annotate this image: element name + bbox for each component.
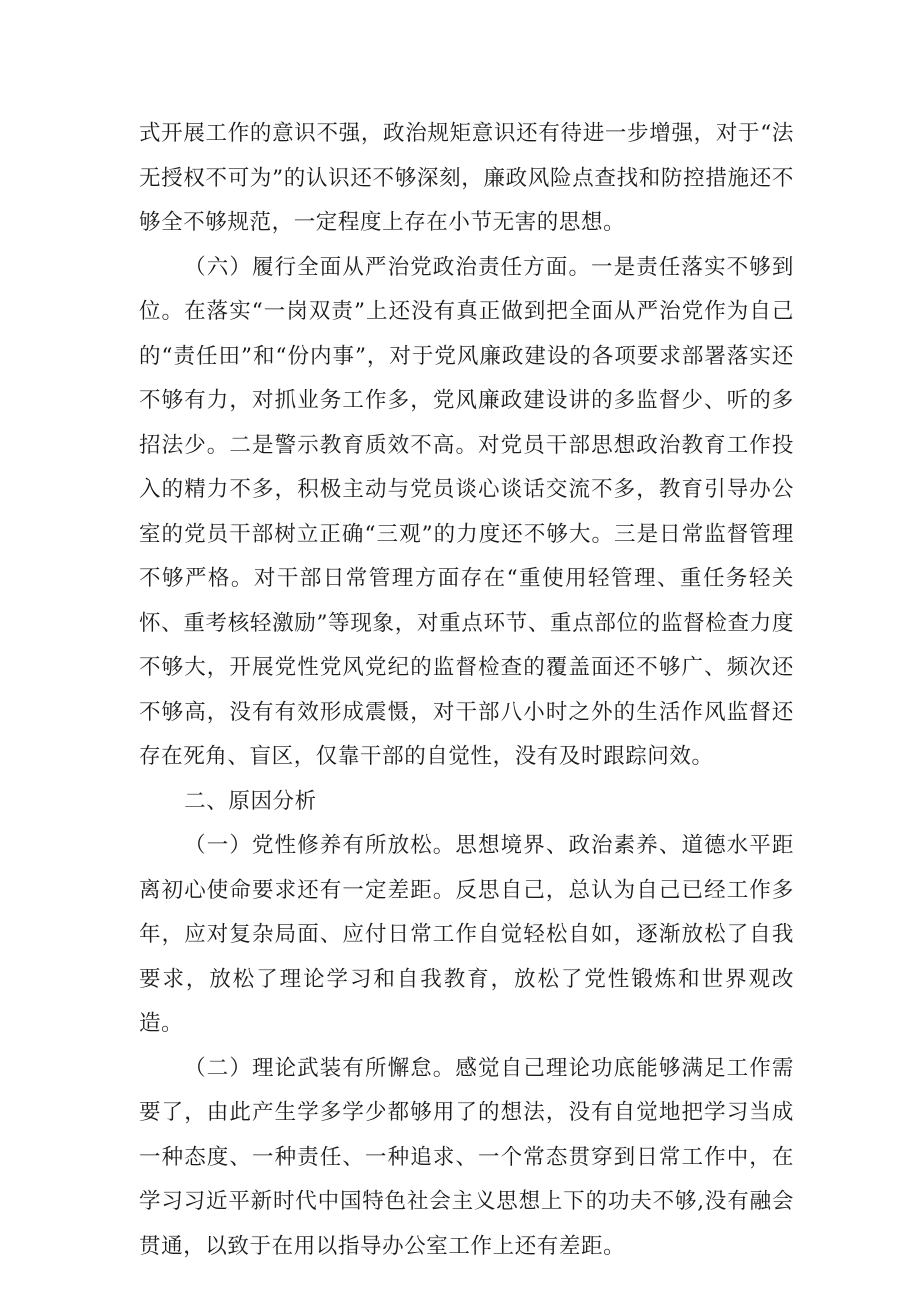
section-heading-cause-analysis: 二、原因分析 [184,788,317,814]
paragraph-section-six: （六）履行全面从严治党政治责任方面。一是责任落实不够到位。在落实“一岗双责”上还没有真正做到把全面从严治党作为自己的“责任田”和“份内事”，对于党风廉政建设的各项要求部署落实还不够有力，对抓业务工作多，党风廉政建设讲的多监督少、听的多招法少。二是警示教育质效不高。对党员干部思想政治教育工作投入的精力不多，积极主动与党员谈心谈话交流不多，教育引导办公室的党员干部树立正确“三观”的力度还不够大。三是日常监督管理不够严格。对干部日常管理方面存在“重使用轻管理、重任务轻关怀、重考核轻激励”等现象，对重点环节、重点部位的监督检查力度不够大，开展党性党风党纪的监督检查的覆盖面还不够广、频次还不够高，没有有效形成震慑，对干部八小时之外的生活作风监督还存在死角、盲区，仅靠干部的自觉性，没有及时跟踪问效。 [139,254,794,769]
paragraph-continuation: 式开展工作的意识不强，政治规矩意识还有待进一步增强，对于“法无授权不可为”的认识还不够深刻，廉政风险点查找和防控措施还不够全不够规范，一定程度上存在小节无害的思想。 [139,121,794,235]
paragraph-analysis-one: （一）党性修养有所放松。思想境界、政治素养、道德水平距离初心使命要求还有一定差距。反思自己，总认为自己已经工作多年，应对复杂局面、应付日常工作自觉轻松自如，逐渐放松了自我要求，放松了理论学习和自我教育，放松了党性锻炼和世界观改造。 [139,833,794,1036]
document-body [139,112,794,1269]
paragraph-analysis-two: （二）理论武装有所懈怠。感觉自己理论功底能够满足工作需要了，由此产生学多学少都够用了的想法，没有自觉地把学习当成一种态度、一种责任、一种追求、一个常态贯穿到日常工作中，在学习习近平新时代中国特色社会主义思想上下的功夫不够,没有融会贯通，以致于在用以指导办公室工作上还有差距。 [139,1055,794,1259]
